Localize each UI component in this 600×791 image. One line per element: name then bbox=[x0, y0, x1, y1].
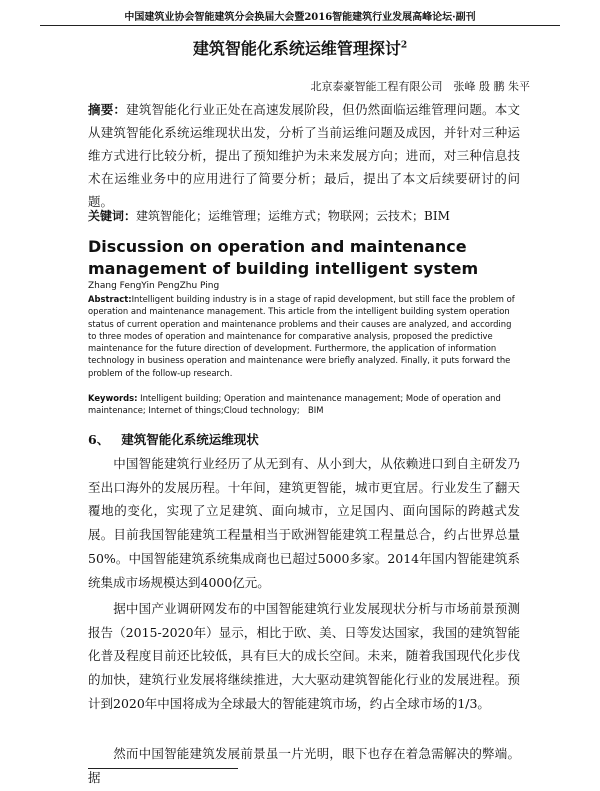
section-heading bbox=[88, 430, 259, 448]
running-header: 中国建筑业协会智能建筑分会换届大会暨2016智能建筑行业发展高峰论坛·副刊 bbox=[124, 12, 476, 23]
abstract-en-text: Intelligent building industry is in a stage of rapid development, but still face the problem of operation and maintenance management. This article from the intelligent building system operation status of current operation and maintenance problems and their causes are analyzed, and according to three modes of operation and maintenance for comparative analysis, proposed the predictive maintenance for the future direction of development. Furthermore, the application of information technology in business operation and maintenance were briefly analyzed. Finally, it puts forward the problem of the follow-up research. bbox=[88, 294, 515, 378]
keywords-cn-label: 关键词： bbox=[88, 209, 137, 223]
keywords-cn-text: 建筑智能化；运维管理；运维方式；物联网；云技术；BIM bbox=[136, 209, 450, 223]
paper-title-en: Discussion on operation and maintenance management of building intelligent system bbox=[88, 237, 479, 278]
abstract-cn-label: 摘要： bbox=[88, 102, 127, 117]
keywords-en bbox=[88, 392, 522, 417]
abstract-en bbox=[88, 293, 522, 379]
title-footnote-mark: 2 bbox=[400, 40, 408, 51]
title-text: 建筑智能化系统运维管理探讨 bbox=[192, 39, 401, 58]
authors-cn: 北京泰豪智能工程有限公司 张峰 殷 鹏 朱平 bbox=[310, 80, 530, 93]
abstract-cn bbox=[88, 98, 520, 213]
abstract-cn-text: 建筑智能化行业正处在高速发展阶段，但仍然面临运维管理问题。本文从建筑智能化系统运维现状出发，分析了当前运维问题及成因，并针对三种运维方式进行比较分析，提出了预知维护为未来发展方向；进而，对三种信息技术在运维业务中的应用进行了简要分析；最后，提出了本文后续要研讨的问题。 bbox=[88, 102, 520, 209]
paragraph-text: 然而中国智能建筑发展前景虽一片光明，眼下也存在着急需解决的弊端。据 bbox=[88, 746, 520, 785]
body-paragraph bbox=[88, 742, 520, 785]
paragraph-text: 据中国产业调研网发布的中国智能建筑行业发展现状分析与市场前景预测报告（2015-2020年）显示，相比于欧、美、日等发达国家，我国的建筑智能化普及程度目前还比较低，具有巨大的成长空间。未来，随着我国现代化步伐的加快，建筑行业发展将继续推进，大大驱动建筑智能化行业的发展进程。预计到2020年中国将成为全球最大的智能建筑市场，约占全球市场的1/3。 bbox=[88, 601, 520, 711]
keywords-en-label: Keywords: bbox=[88, 393, 138, 403]
keywords-cn bbox=[88, 207, 520, 225]
body-paragraph bbox=[88, 597, 520, 716]
abstract-en-label: Abstract: bbox=[88, 294, 132, 304]
keywords-en-text: Intelligent building; Operation and maintenance management; Mode of operation and maintenance; Internet of things;Cloud technology; BIM bbox=[88, 393, 501, 416]
authors-en: Zhang FengYin PengZhu Ping bbox=[88, 281, 220, 291]
section-number: 6、 bbox=[88, 432, 110, 447]
paragraph-text: 中国智能建筑行业经历了从无到有、从小到大，从依赖进口到自主研发乃至出口海外的发展历程。十年间，建筑更智能，城市更宜居。行业发生了翻天覆地的变化，实现了立足建筑、面向城市，立足国内、面向国际的跨越式发展。目前我国智能建筑工程量相当于欧洲智能建筑工程量总合，约占世界总量50%。中国智能建筑系统集成商也已超过5000多家。2014年国内智能建筑系统集成市场规模达到4000亿元。 bbox=[88, 456, 520, 590]
header-rule bbox=[40, 25, 560, 26]
body-paragraph bbox=[88, 452, 520, 594]
footnote-rule bbox=[88, 768, 238, 769]
paper-title-cn bbox=[0, 36, 600, 59]
section-title: 建筑智能化系统运维现状 bbox=[121, 432, 259, 447]
